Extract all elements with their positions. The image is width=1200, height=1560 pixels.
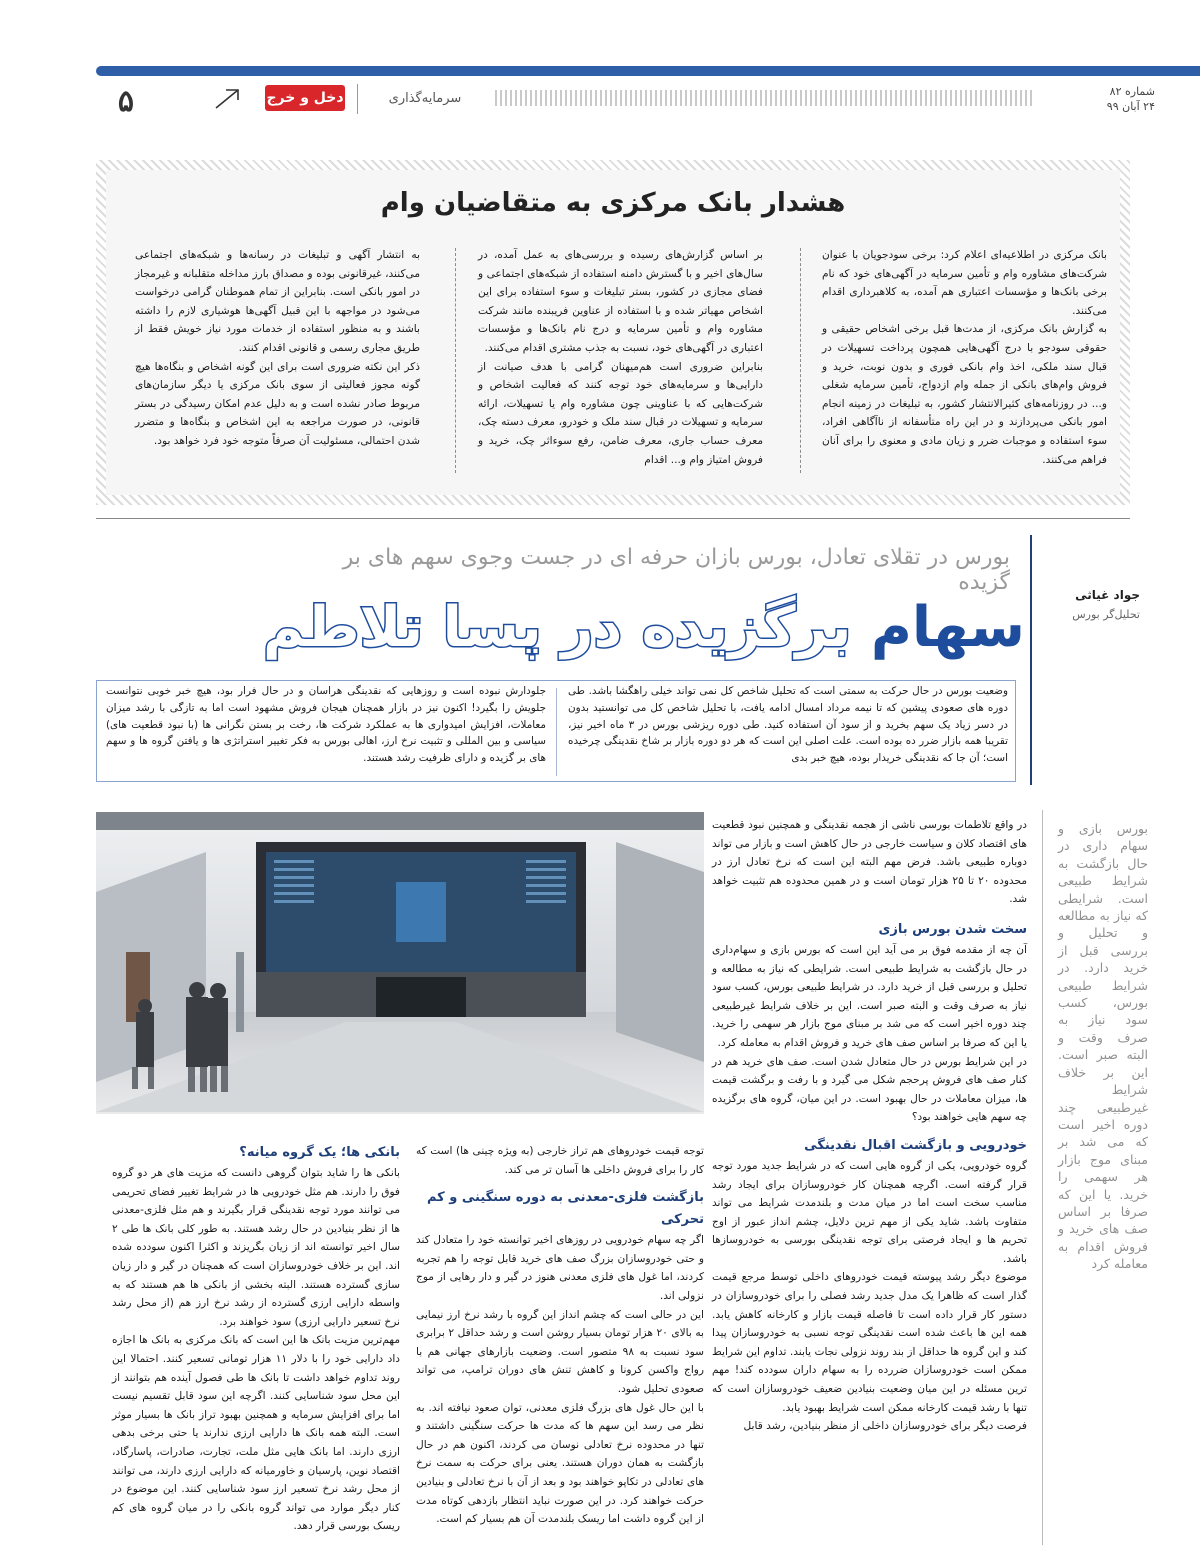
paragraph: با این حال غول های بزرگ فلزی معدنی، توان صعود نیافته اند. به نظر می رسد این سهم ها که مدت ها حرکت سنگینی داشتند و تنها در محدوده نرخ تعادلی نوسان می کردند، اکنون هم در حال بازگشت به همان دوران هستند. یعنی برای حرکت به سمت نرخ های تعادلی در تکاپو خواهند بود و بعد از آن با نرخ تعادلی و بنیادین حرکت خواهند کرد. در این صورت نباید انتظار بازدهی کوتاه مدت از این گروه داشت اما ریسک بلندمدت آن هم بسیار کم است. [416, 1401, 704, 1526]
paragraph: آن چه از مقدمه فوق بر می آید این است که بورس بازی و سهام‌داری در حال بازگشت به شرایط طبیعی است. شرایطی که نیاز به مطالعه و تحلیل و بررسی قبل از خرید دارد. در شرایط طبیعی بورس، کسب سود نیاز به صرف وقت و البته صبر است. این بر خلاف شرایط غیرطبیعی چند دوره اخیر است که می شد بر مبنای موج بازار هر سهمی را خرید. یا این که صرفا بر اساس صف های خرید و فروش اقدام به معامله کرد. [712, 943, 1027, 1049]
author-name: جواد غیاثی [1075, 588, 1140, 602]
paragraph: توجه قیمت خودروهای هم تراز خارجی (به ویژه چینی ها) است که کار را برای فروش داخلی ها آسان تر می کند. [416, 1145, 704, 1176]
subheading: سخت شدن بورس بازی [878, 921, 1027, 937]
paragraph: در این شرایط بورس در حال متعادل شدن است. صف های خرید هم در کنار صف های فروش پرحجم شکل می گیرد و با رفت و برگشت قیمت ها، میزان معاملات در حال بهبود است. در این میان، گروه های برگزیده چه سهم هایی خواهند بود؟ [712, 1055, 1027, 1124]
paragraph: گروه خودرویی، یکی از گروه هایی است که در شرایط جدید مورد توجه قرار گرفته است. اگرچه همچنان کار خودروسازان برای ایجاد رشد مناسب سخت است اما در میان مدت و بلندمدت شرایط می تواند متفاوت باشد. شاید یکی از مهم ترین دلایل، چشم انداز عبور از اوج تحریم ها و ایجاد فرصتی برای توجه نقدینگی بورسی به خودروسازها باشد. [712, 1159, 1027, 1265]
author-role: تحلیل‌گر بورس [1072, 608, 1140, 621]
paragraph: فرصت دیگر برای خودروسازان داخلی از منظر بنیادین، رشد قابل [743, 1420, 1027, 1433]
subheading: خودرویی و بازگشت اقبال نقدینگی [804, 1137, 1027, 1153]
paragraph: بنابراین ضروری است هم‌میهنان گرامی با هدف صیانت از دارایی‌ها و سرمایه‌های خود توجه کنند که فعالیت اشخاص و شرکت‌هایی که با عناوینی چون مشاوره وام یا تسهیلات، ارائه سرمایه و تسهیلات در قبال سند ملک و خودرو، معرف دسته چک، معرف حساب جاری، معرف ضامن، رفع سوءاثر چک، خرید و فروش امتیاز وام و... اقدام [478, 360, 763, 466]
lead-separator [556, 688, 557, 776]
news-box-column-2 [478, 246, 763, 469]
paragraph: بانک مرکزی در اطلاعیه‌ای اعلام کرد: برخی سودجویان با عنوان شرکت‌های مشاوره وام و تأمین سرمایه در آگهی‌های خود که نام برخی بانک‌ها و مؤسسات اعتباری هم آمده، به کلاهبرداری اقدام می‌کنند. [822, 249, 1107, 317]
paragraph: مهم‌ترین مزیت بانک ها این است که بانک مرکزی به بانک ها اجازه داد دارایی خود را با دلار ۱۱ هزار تومانی تسعیر کنند. احتمالا این روند تداوم خواهد داشت تا بانک ها طی فصول آینده هم بتوانند از این محل سود شناسایی کنند. اگرچه این سود قابل تقسیم نیست اما برای افزایش سرمایه و همچنین بهبود تراز بانک ها بسیار موثر است. البته همه بانک ها دارایی ارزی ندارند یا حتی برخی بدهی ارزی دارند. اما بانک هایی مثل ملت، تجارت، صادرات، پاسارگاد، اقتصاد نوین، پارسیان و خاورمیانه که دارایی ارزی دارند، می توانند از محل رشد نرخ تسعیر ارز سود شناسایی کنند. این موضوع در کنار دیگر موارد می تواند گروه بانکی را در میان گروه های کم ریسک بورسی قرار دهد. [112, 1334, 400, 1533]
article-column-left [112, 1142, 400, 1536]
stock-exchange-photo [96, 812, 704, 1114]
column-separator [455, 248, 456, 473]
paragraph: بانکی ها را شاید بتوان گروهی دانست که مزیت های هر دو گروه فوق را دارند. هم مثل خودرویی ها در شرایط تغییر فضای تحریمی می توانند مورد توجه نقدینگی قرار بگیرند و هم مثل فلزی-معدنی ها از نظر بنیادین در حال رشد هستند. به طور کلی بانک ها طی ۲ سال اخیر توانسته اند از زیان بگریزند و اکثرا اکنون سودده شده اند. این بر خلاف خودروسازان است که همچنان در گیر و دار زیان سازی گسترده هستند. البته بخشی از بانکی ها هم هستند که به واسطه دارایی ارزی گسترده از رشد نرخ ارز هم (از محل رشد نرخ تسعیر دارایی ارزی) سود خواهند برد. [112, 1167, 400, 1328]
column-separator [800, 248, 801, 473]
headline-part-a: سهام [870, 595, 1025, 660]
lead-right: وضعیت بورس در حال حرکت به سمتی است که تحلیل شاخص کل نمی تواند خیلی راهگشا باشد. طی دوره های صعودی پیشین که تا نیمه مرداد امسال ادامه یافت، با تحلیل شاخص کل می توانستید بدون در دسر زیاد یک سهم بخرید و از سود آن استفاده کنید. طی دوره ریزشی بورس در ۳ ماه اخیر نیز، تقریبا همه بازار ضرر ده بوده است. علت اصلی این است که هر دو دوره بازار بر شاخ نقدینگی چرخیده است؛ آن جا که نقدینگی خریدار بوده، هیچ خبر بدی [568, 685, 1008, 765]
header-stripe [495, 90, 1035, 106]
section-divider [96, 518, 1130, 519]
arrow-icon [212, 86, 242, 112]
article-column-right [712, 816, 1027, 1436]
lead-left: جلودارش نبوده است و روزهایی که نقدینگی هراسان و در حال فرار بود، هیچ خبر خوبی نتوانست جلویش را بگیرد! اکنون نیز در بازار همچنان هیجان فروش مشهود است اما به تازگی با رشد میزان معاملات، افزایش امیدواری ها به عملکرد شرکت ها، رخت بر بستن نگرانی ها (با نبود قطعیت های) سیاسی و بین المللی و تثبیت نرخ ارز، اهالی بورس به فکر تغییر استراتژی ها و یافتن گروه ها و سهم های بر گزیده و دارای ظرفیت رشد هستند. [106, 685, 546, 765]
subheading: بانکی ها؛ یک گروه میانه؟ [239, 1145, 400, 1160]
paragraph: به گزارش بانک مرکزی، از مدت‌ها قبل برخی اشخاص حقیقی و حقوقی سودجو با درج آگهی‌هایی همچون پرداخت تسهیلات در قبال سند ملکی، اخذ وام بانکی فوری و بدون نوبت، خرید و فروش وام‌های بانکی از جمله وام ازدواج، تأمین سرمایه شغلی و... در روزنامه‌های کثیرالانتشار کشور، به تبلیغات در زمینه انجام امور بانکی می‌پردازند و در این راه متأسفانه از ناآگاهی افراد، سوء استفاده و موجبات ضرر و زیان مادی و معنوی را برای آنان فراهم می‌کنند. [822, 323, 1107, 466]
article-column-center [416, 1142, 704, 1529]
issue-info [1045, 84, 1155, 114]
header-divider [357, 84, 358, 114]
author-rule [1030, 535, 1032, 785]
headline-part-b: برگزیده در پسا تلاطم [262, 595, 852, 660]
header-top-bar [96, 66, 1200, 76]
paragraph: این در حالی است که چشم انداز این گروه با رشد نرخ ارز نیمایی به بالای ۲۰ هزار تومان بسیار روشن است و رشد حداقل ۲ برابری سود نسبت به ۹۸ متصور است. وضعیت بازارهای جهانی هم با رواج واکسن کرونا و کاهش تنش های دوران ترامپ، می تواند صعودی تحلیل شود. [416, 1308, 704, 1395]
news-box-column-3 [135, 246, 420, 451]
paragraph: اگر چه سهام خودرویی در روزهای اخیر توانسته خود را متعادل کند و حتی خودروسازان بزرگ صف های خرید قابل توجه را هم تجربه کردند، اما غول های فلزی معدنی هنوز در گیر و دار رهایی از موج نزولی اند. [416, 1234, 704, 1302]
paragraph: در واقع تلاطمات بورسی ناشی از هجمه نقدینگی و همچنین نبود قطعیت های اقتصاد کلان و سیاست خارجی در حال کاهش است و بازار می تواند دوباره طبیعی باشد. فرض مهم البته این است که نرخ تعادل ارز در محدوده ۲۰ تا ۲۵ هزار تومان است و در همین محدوده هم تثبیت خواهد شد. [712, 819, 1028, 906]
paragraph: به انتشار آگهی و تبلیغات در رسانه‌ها و شبکه‌های اجتماعی می‌کنند، غیرقانونی بوده و مصداق بارز مداخله متقلبانه و غیرمجاز در امور بانکی است. بنابراین از تمام هموطنان گرامی درخواست می‌شود در مواجهه با این قبیل آگهی‌ها هوشیاری لازم را داشته باشند و به منظور استفاده از خدمات مورد نیاز خویش فقط از طریق مجاری رسمی و قانونی اقدام کنند. [135, 249, 420, 354]
subheading: بازگشت فلزی-معدنی به دوره سنگینی و کم تحرکی [426, 1190, 704, 1228]
page-number: ۵ [117, 84, 134, 119]
article-kicker: بورس در تقلای تعادل، بورس بازان حرفه ای در جست وجوی سهم های بر گزیده [342, 545, 1010, 595]
news-box-title: هشدار بانک مرکزی به متقاضیان وام [380, 188, 846, 218]
pull-quote: بورس بازی و سهام داری در حال بازگشت به شرایط طبیعی است. شرایطی که نیاز به مطالعه و تحلیل و بررسی قبل از خرید دارد. در شرایط طبیعی بورس، کسب سود نیاز به صرف وقت و البته صبر است. این بر خلاف شرایط غیرطبیعی چند دوره اخیر است که می شد بر مبنای موج بازار هر سهمی را خرید. یا این که صرفا بر اساس صف های خرید و فروش اقدام به معامله کرد [1058, 821, 1148, 1272]
section-label: سرمایه‌گذاری [388, 91, 462, 106]
paragraph: بر اساس گزارش‌های رسیده و بررسی‌های به عمل آمده، در سال‌های اخیر و با گسترش دامنه استفاده از شبکه‌های اجتماعی و فضای مجازی در کشور، بستر تبلیغات و سوء استفاده برای این اشخاص مهیاتر شده و با استفاده از عناوین فریبنده مانند شرکت مشاوره وام و تأمین سرمایه و درج نام بانک‌ها و مؤسسات اعتباری در آگهی‌های خود، نسبت به جذب مشتری اقدام می‌کنند. [478, 249, 763, 354]
paragraph: ذکر این نکته ضروری است برای این گونه اشخاص و بنگاه‌ها هیچ گونه مجوز فعالیتی از سوی بانک مرکزی یا دیگر سازمان‌های مربوط صادر نشده است و به دلیل عدم امکان رسیدگی در بستر قانونی، در صورت مراجعه به این اشخاص و بنگاه‌ها و متضرر شدن احتمالی، مسئولیت آن صرفاً متوجه خود فرد خواهد بود. [135, 360, 420, 447]
magazine-logo: دخل و خرج [265, 85, 345, 111]
article-headline [230, 590, 1025, 666]
paragraph: موضوع دیگر رشد پیوسته قیمت خودروهای داخلی توسط مرجع قیمت گذار است که ظاهرا یک مدل جدید رشد فصلی را برای خودروسازان در دستور کار قرار داده است تا فاصله قیمت بازار و کارخانه کاهش یابد. همه این ها باعث شده است نقدینگی توجه نسبی به خودروسازان پیدا کند و این گروه ها حداقل از بند روند نزولی نجات یابند. تداوم این شرایط ممکن است خودروسازان ضررده را به سهام داران سودده کند! مهم ترین مسئله در این میان وضعیت بنیادین ضعیف خودروسازان است که تنها با رشد قیمت کارخانه ممکن است شرایط بهبود یابد. [712, 1271, 1027, 1414]
news-box-column-1 [822, 246, 1107, 469]
issue-number: شماره ۸۲ [1109, 85, 1155, 98]
pull-quote-rule [1042, 810, 1043, 1545]
issue-date: ۲۴ آبان ۹۹ [1106, 100, 1155, 113]
